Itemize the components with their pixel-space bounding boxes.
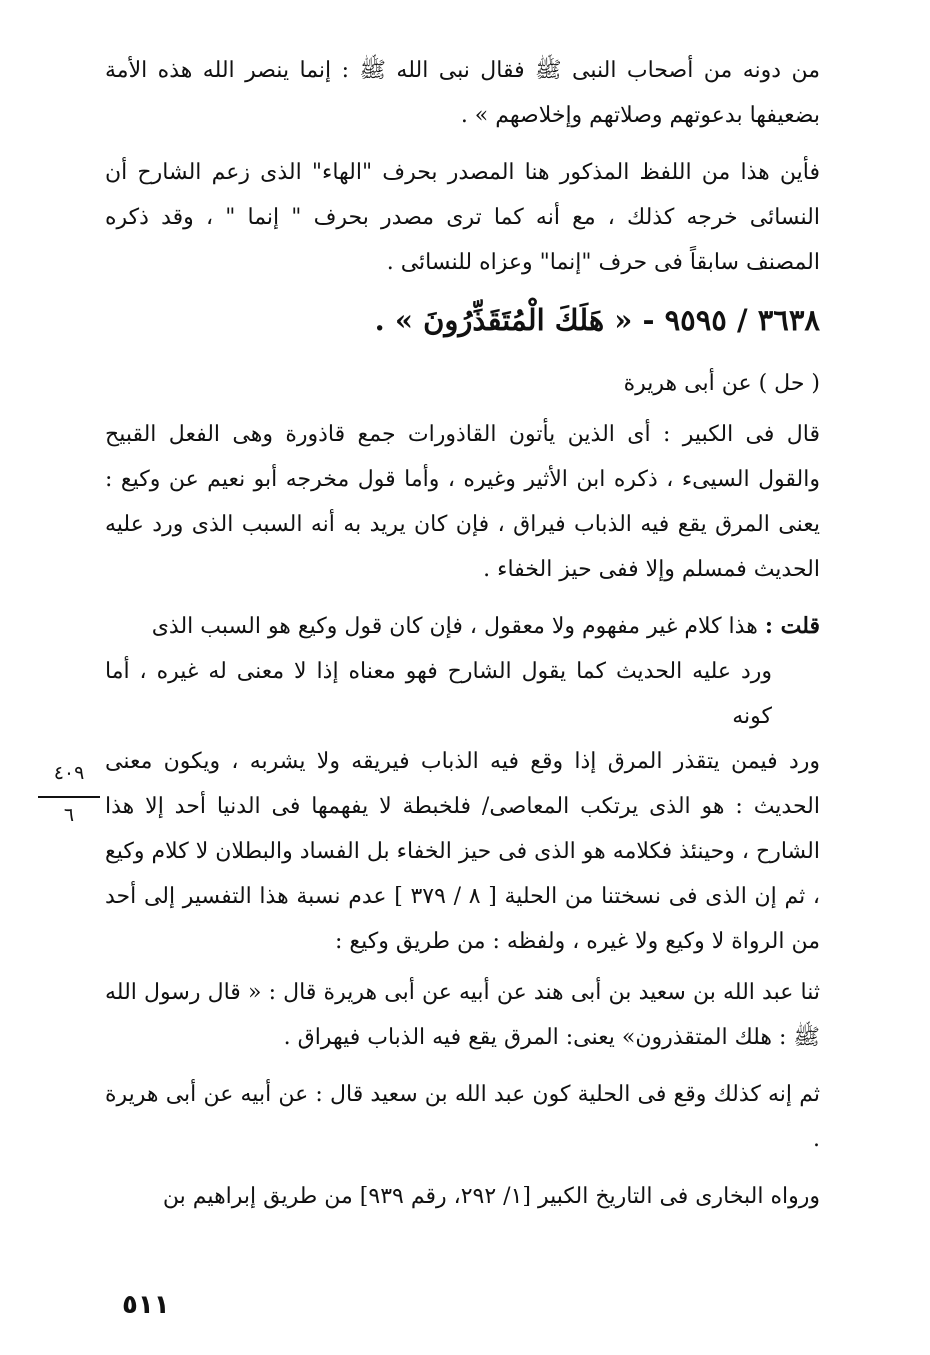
qult-line-1: هذا كلام غير مفهوم ولا معقول ، فإن كان قول وكيع هو السبب الذى (151, 614, 758, 639)
qult-line-2: ورد عليه الحديث كما يقول الشارح فهو معناه إذا لا معنى له غيره ، أما كونه (105, 659, 772, 729)
hadith-attribution: ( حل ) عن أبى هريرة (623, 371, 820, 396)
paragraph-kabir-quote: قال فى الكبير : أى الذين يأتون القاذورات جمع قاذورة وهى الفعل القبيح والقول السيىء ، ذكره ابن الأثير وغيره ، وأما قول مخرجه أبو نعيم عن وكيع : يعنى المرق يقع فيه الذباب فيراق ، فإن كان يريد به أنه السبب الذى ورد عليه الحديث فمسلم وإلا ففى حيز الخفاء . (105, 422, 820, 582)
paragraph-hadith-continuation: من دونه من أصحاب النبى ﷺ فقال نبى الله ﷺ : إنما ينصر الله هذه الأمة بضعيفها بدعوتهم وصلاتهم وإخلاصهم » . (105, 58, 820, 128)
qult-rest: ورد فيمن يتقذر المرق إذا وقع فيه الذباب فيريقه ولا يشربه ، ويكون معنى الحديث : هو الذى يرتكب المعاصى/ فلخبطة لا يفهمها فى الدنيا أحد إلا هذا الشارح ، وحينئذ فكلامه هو الذى فى حيز الخفاء بل الفساد والبطلان لا كلام وكيع ، ثم إن الذى فى نسختنا من الحلية [ ٨ / ٣٧٩ ] عدم نسبة هذا التفسير إلى أحد من الرواة لا وكيع ولا غيره ، ولفظه : من طريق وكيع : (105, 749, 820, 954)
paragraph-hilya-note: ثم إنه كذلك وقع فى الحلية كون عبد الله بن سعيد قال : عن أبيه عن أبى هريرة . (105, 1082, 820, 1152)
paragraph-bukhari: ورواه البخارى فى التاريخ الكبير [١/ ٢٩٢، رقم ٩٣٩] من طريق إبراهيم بن (162, 1184, 820, 1209)
paragraph-qult (105, 604, 820, 964)
margin-reference-top: ٤٠٩ (53, 762, 85, 784)
page-number: ٥١١ (122, 1290, 170, 1320)
margin-reference-rule (38, 796, 100, 798)
margin-reference-bottom: ٦ (63, 804, 75, 826)
hadith-entry-heading: ٣٦٣٨ / ٩٥٩٥ - « هَلَكَ الْمُتَقَذِّرُونَ » . (374, 303, 820, 337)
paragraph-critique: فأين هذا من اللفظ المذكور هنا المصدر بحرف "الهاء" الذى زعم الشارح أن النسائى خرجه كذلك ، مع أنه كما ترى مصدر بحرف " إنما " ، وقد ذكره المصنف سابقاً فى حرف "إنما" وعزاه للنسائى . (105, 160, 820, 275)
margin-reference (38, 760, 100, 828)
page-body (105, 48, 820, 1231)
paragraph-isnad: ثنا عبد الله بن سعيد بن أبى هند عن أبيه عن أبى هريرة قال : « قال رسول الله ﷺ : هلك المتقذرون» يعنى: المرق يقع فيه الذباب فيهراق . (105, 980, 820, 1050)
qult-label: قلت : (764, 613, 820, 639)
